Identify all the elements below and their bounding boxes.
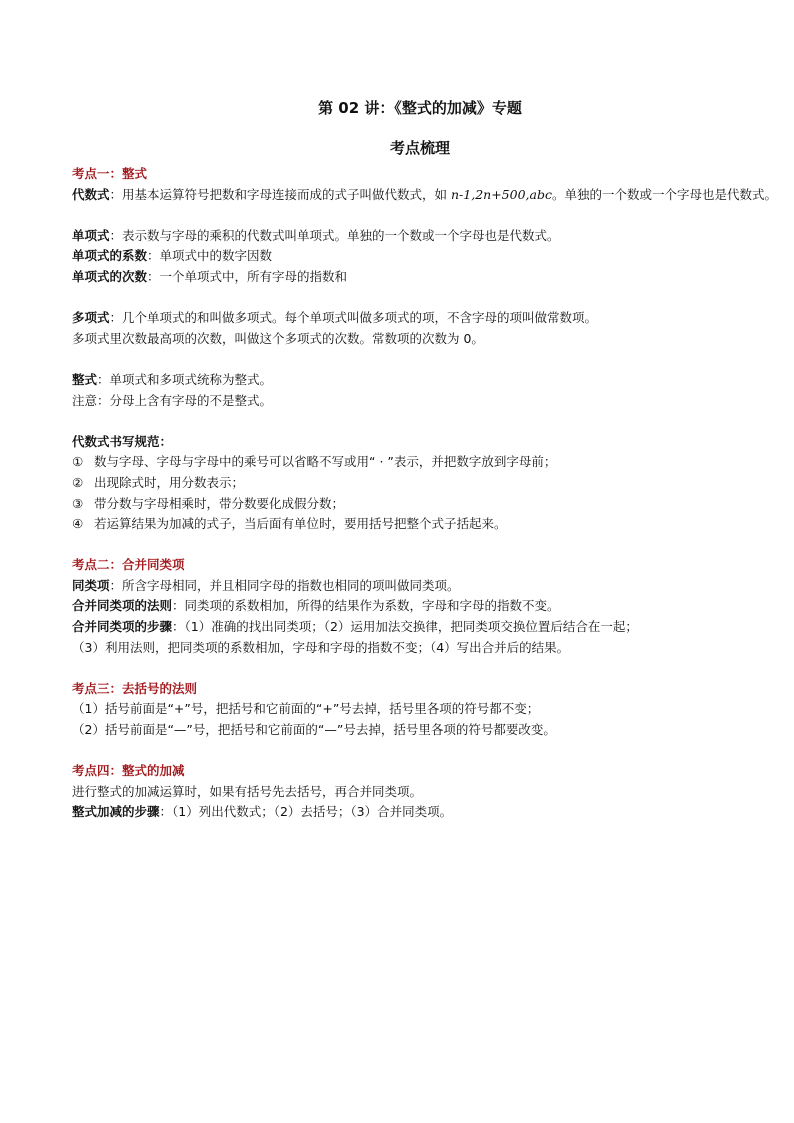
addsub-steps bbox=[72, 802, 732, 823]
rule-text: 数与字母、字母与字母中的乘号可以省略不写或用“ · ”表示，并把数字放到字母前； bbox=[94, 454, 557, 470]
term-zhengshi: 整式 bbox=[72, 371, 98, 387]
term-daishushi: 代数式 bbox=[72, 186, 110, 202]
addsub-steps-def: ：（1）列出代数式；（2）去括号；（3）合并同类项。 bbox=[159, 804, 453, 820]
writing-rule-item bbox=[72, 494, 732, 515]
section-subtitle: 考点梳理 bbox=[389, 139, 450, 157]
tongleixiang-definition bbox=[72, 576, 732, 597]
rule-number: ③ bbox=[72, 495, 84, 511]
term-duoxiangshi: 多项式 bbox=[72, 310, 110, 326]
rule-number: ④ bbox=[72, 516, 84, 532]
zhengshi-note: 注意：分母上含有字母的不是整式。 bbox=[72, 392, 273, 408]
duoxiangshi-def: ：几个单项式的和叫做多项式。每个单项式叫做多项式的项，不含字母的项叫做常数项。 bbox=[109, 310, 598, 326]
cishu-def: ：一个单项式中，所有字母的指数和 bbox=[147, 268, 348, 284]
zhengshi-def: ：单项式和多项式统称为整式。 bbox=[97, 371, 273, 387]
danxiangshi-def: ：表示数与字母的乘积的代数式叫单项式。单独的一个数或一个字母也是代数式。 bbox=[109, 227, 560, 243]
merge-steps-def: ：（1）准确的找出同类项；（2）运用加法交换律，把同类项交换位置后结合在一起； bbox=[172, 619, 638, 635]
duoxiangshi-degree: 多项式里次数最高项的次数，叫做这个多项式的次数。常数项的次数为 0。 bbox=[72, 330, 484, 346]
merge-rule bbox=[72, 596, 732, 617]
rule-number: ② bbox=[72, 474, 84, 490]
tongleixiang-def: ：所含字母相同，并且相同字母的指数也相同的项叫做同类项。 bbox=[109, 577, 460, 593]
writing-rules-heading: 代数式书写规范： bbox=[72, 433, 173, 449]
rule-text: 出现除式时，用分数表示； bbox=[94, 474, 245, 490]
bracket-rule-minus: （2）括号前面是“—”号，把括号和它前面的“—”号去掉，括号里各项的符号都要改变。 bbox=[72, 722, 556, 738]
duoxiangshi-definition bbox=[72, 308, 732, 329]
section-heading-3: 考点三：去括号的法则 bbox=[72, 680, 198, 696]
bracket-rule-plus: （1）括号前面是“+”号，把括号和它前面的“+”号去掉，括号里各项的符号都不变； bbox=[72, 701, 540, 717]
term-xishu: 单项式的系数 bbox=[72, 248, 148, 264]
document-page bbox=[72, 96, 777, 823]
section-heading-4: 考点四：整式的加减 bbox=[72, 763, 185, 779]
writing-rule-item bbox=[72, 514, 732, 535]
addsub-intro: 进行整式的加减运算时，如果有括号先去括号，再合并同类项。 bbox=[72, 783, 423, 799]
merge-steps-cont: （3）利用法则，把同类项的系数相加，字母和字母的指数不变；（4）写出合并后的结果。 bbox=[72, 639, 570, 655]
daishushi-example-math: n-1,2n+500,abc bbox=[451, 186, 552, 202]
term-danxiangshi: 单项式 bbox=[72, 227, 110, 243]
daishushi-def-b: 。单独的一个数或一个字母也是代数式。 bbox=[551, 186, 777, 202]
merge-rule-def: ：同类项的系数相加，所得的结果作为系数，字母和字母的指数不变。 bbox=[172, 598, 560, 614]
rule-text: 带分数与字母相乘时，带分数要化成假分数； bbox=[94, 495, 345, 511]
section-heading-2: 考点二：合并同类项 bbox=[72, 557, 185, 573]
term-tongleixiang: 同类项 bbox=[72, 577, 110, 593]
daishushi-def-a: ：用基本运算符号把数和字母连接而成的式子叫做代数式，如 bbox=[109, 186, 451, 202]
rule-text: 若运算结果为加减的式子，当后面有单位时，要用括号把整个式子括起来。 bbox=[94, 516, 507, 532]
xishu-definition bbox=[72, 246, 732, 267]
zhengshi-definition bbox=[72, 370, 732, 391]
term-cishu: 单项式的次数 bbox=[72, 268, 148, 284]
page-title: 第 02 讲：《整式的加减》专题 bbox=[318, 99, 522, 117]
term-addsub-steps: 整式加减的步骤 bbox=[72, 804, 160, 820]
danxiangshi-definition bbox=[72, 226, 732, 247]
rule-number: ① bbox=[72, 454, 84, 470]
section-heading-1: 考点一：整式 bbox=[72, 166, 148, 181]
xishu-def: ：单项式中的数字因数 bbox=[147, 248, 273, 264]
merge-steps bbox=[72, 617, 732, 638]
daishushi-definition bbox=[72, 185, 777, 206]
cishu-definition bbox=[72, 267, 732, 288]
term-merge-steps: 合并同类项的步骤 bbox=[72, 619, 173, 635]
writing-rule-item bbox=[72, 473, 732, 494]
writing-rule-item bbox=[72, 452, 732, 473]
term-merge-rule: 合并同类项的法则 bbox=[72, 598, 173, 614]
